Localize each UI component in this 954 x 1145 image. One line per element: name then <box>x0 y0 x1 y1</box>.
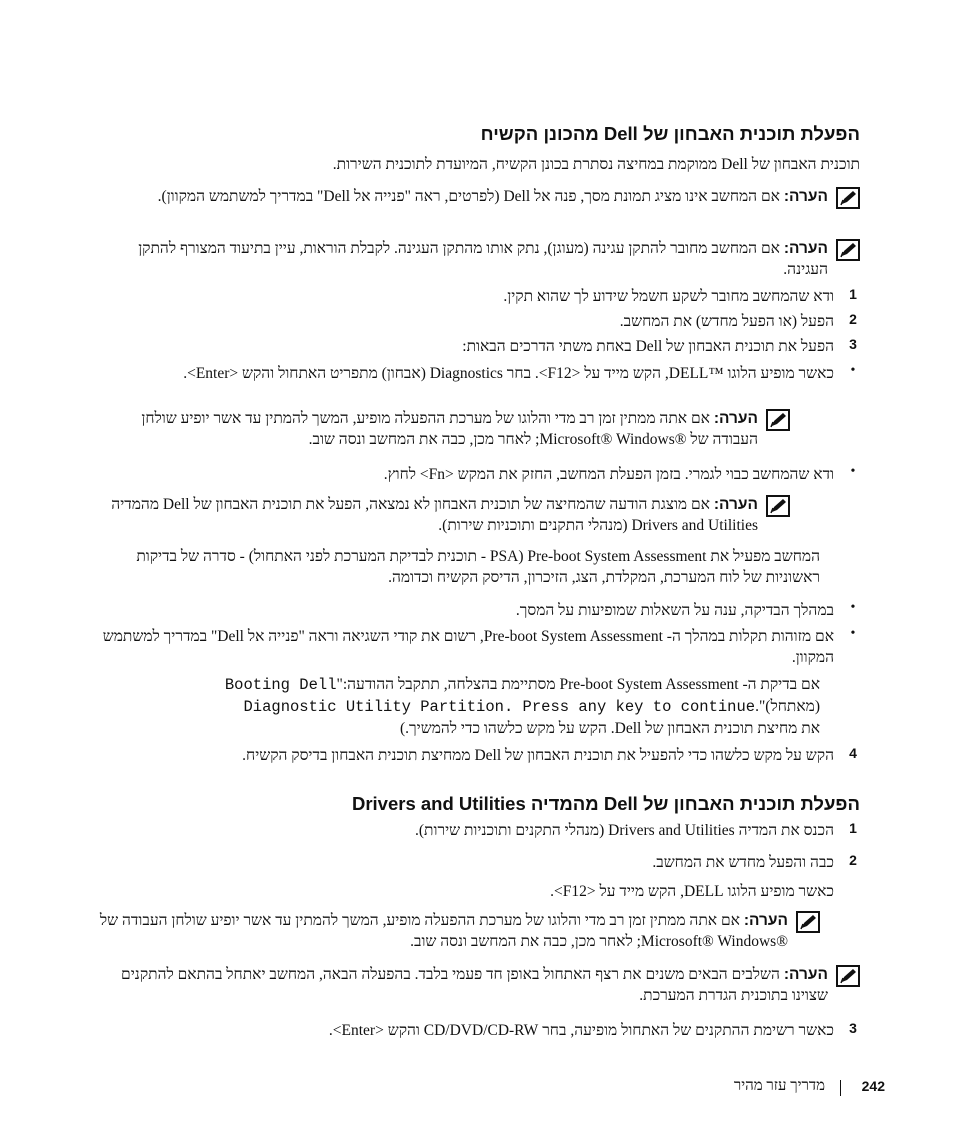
note-block <box>95 238 860 280</box>
bullet-text: כאשר מופיע הלוגו ™DELL, הקש מייד על <F12>. בחר Diagnostics (אבחון) מתפריט האתחול והקש <Enter>. <box>183 365 834 382</box>
note-pencil-icon <box>766 495 790 517</box>
step-text: ודא שהמחשב מחובר לשקע חשמל שידוע לך שהוא תקין. <box>503 288 834 305</box>
step-item <box>95 311 860 332</box>
step-item <box>95 336 860 357</box>
page-footer <box>700 1078 885 1100</box>
step-number: 1 <box>849 820 857 836</box>
bullet-marker: • <box>850 600 856 615</box>
bullet-text: אם מזוהות תקלות במהלך ה- Pre-boot System Assessment, רשום את קודי השגיאה וראה "פנייה אל Dell" במדריך למשתמש המקוון. <box>102 628 834 666</box>
note-label: הערה: <box>783 188 828 205</box>
psa-success-text: את מחיצת תוכנית האבחון של Dell. הקש על מקש כלשהו כדי להמשיך.) <box>400 720 820 737</box>
note-block <box>95 186 860 209</box>
section-heading-hard-drive: הפעלת תוכנית האבחון של Dell מהכונן הקשיח <box>480 123 860 144</box>
bullet-marker: • <box>850 363 856 378</box>
note-pencil-icon <box>766 409 790 431</box>
bullet-item <box>95 464 860 485</box>
note-label: הערה: <box>743 912 788 929</box>
note-text: השלבים הבאים משנים את רצף האתחול באופן חד פעמי בלבד. בהפעלה הבאה, המחשב יאתחל בהתאם להתקנים שצוינו בתוכנית הגדרת המערכת. <box>121 966 828 1004</box>
step-text: הפעל (או הפעל מחדש) את המחשב. <box>619 313 834 330</box>
step-text: הפעל את תוכנית האבחון של Dell באחת משתי הדרכים הבאות: <box>462 338 834 355</box>
step-item <box>95 820 860 841</box>
bullet-marker: • <box>850 464 856 479</box>
step-item <box>95 1020 860 1041</box>
note-block <box>95 408 790 450</box>
bullet-text: במהלך הבדיקה, ענה על השאלות שמופיעות על המסך. <box>515 602 834 619</box>
note-label: הערה: <box>783 966 828 983</box>
step-number: 4 <box>849 745 857 761</box>
note-block <box>95 494 790 536</box>
bullet-item <box>95 363 860 384</box>
bullet-item <box>95 600 860 621</box>
note-text: אם מוצגת הודעה שהמחיצה של תוכנית האבחון לא נמצאה, הפעל את תוכנית האבחון של Dell מהמדיה Drivers and Utilities (מנהלי התקנים ותוכניות שירות). <box>111 496 758 534</box>
bullet-item <box>95 626 860 668</box>
note-pencil-icon <box>836 965 860 987</box>
note-pencil-icon <box>836 239 860 261</box>
step-text: כבה והפעל מחדש את המחשב. <box>652 854 834 871</box>
psa-success-message <box>95 674 820 739</box>
note-text: אם המחשב מחובר להתקן עגינה (מעוגן), נתק אותו מהתקן העגינה. לקבלת הוראות, עיין בתיעוד המצורף להתקן העגינה. <box>138 240 828 278</box>
step-number: 3 <box>849 1020 857 1036</box>
step-text: הכנס את המדיה Drivers and Utilities (מנהלי התקנים ותוכניות שירות). <box>415 822 834 839</box>
note-block <box>95 964 860 1006</box>
note-label: הערה: <box>713 410 758 427</box>
intro-paragraph: תוכנית האבחון של Dell ממוקמת במחיצה נסתרת בכונן הקשיח, המיועדת לתוכנית השירות. <box>332 156 860 173</box>
note-block <box>95 910 820 952</box>
step-number: 1 <box>849 286 857 302</box>
psa-success-text: (מאתחל)". <box>755 698 820 715</box>
note-text: אם אתה ממתין זמן רב מדי והלוגו של מערכת ההפעלה מופיע, המשך להמתין עד אשר יופיע שולחן העבודה של ®Microsoft® Windows; לאחר מכן, כבה את המחשב ונסה שוב. <box>99 912 788 950</box>
step-text: הקש על מקש כלשהו כדי להפעיל את תוכנית האבחון של Dell ממחיצת תוכנית האבחון בדיסק הקשיח. <box>242 747 834 764</box>
footer-divider <box>840 1080 841 1096</box>
section-heading-media: הפעלת תוכנית האבחון של Dell מהמדיה Drivers and Utilities <box>351 793 860 814</box>
note-pencil-icon <box>836 187 860 209</box>
note-label: הערה: <box>713 496 758 513</box>
footer-title: מדריך עזר מהיר <box>733 1078 825 1094</box>
step-text: כאשר מופיע הלוגו DELL, הקש מייד על <F12>. <box>550 883 834 900</box>
psa-success-text: אם בדיקת ה- Pre-boot System Assessment מסתיימת בהצלחה, תתקבל ההודעה:" <box>336 676 820 693</box>
psa-success-code: Booting Dell <box>224 676 337 694</box>
psa-paragraph: המחשב מפעיל את Pre-boot System Assessment (PSA - תוכנית לבדיקת המערכת לפני האתחול) - סדרה של בדיקות ראשוניות של לוח המערכת, המקלדת, הצג, הזיכרון, הדיסק הקשיח וכדומה. <box>136 548 820 586</box>
note-text: אם המחשב אינו מציג תמונת מסך, פנה אל Dell (לפרטים, ראה "פנייה אל Dell" במדריך למשתמש המקוון). <box>157 188 780 205</box>
bullet-marker: • <box>850 626 856 641</box>
step-number: 3 <box>849 336 857 352</box>
step-number: 2 <box>849 311 857 327</box>
note-pencil-icon <box>796 911 820 933</box>
note-text: אם אתה ממתין זמן רב מדי והלוגו של מערכת ההפעלה מופיע, המשך להמתין עד אשר יופיע שולחן העבודה של ®Microsoft® Windows; לאחר מכן, כבה את המחשב ונסה שוב. <box>141 410 758 448</box>
page-number: 242 <box>861 1078 885 1094</box>
psa-success-code: Diagnostic Utility Partition. Press any key to continue <box>243 698 756 716</box>
step-number: 2 <box>849 852 857 868</box>
bullet-text: ודא שהמחשב כבוי לגמרי. בזמן הפעלת המחשב, החזק את המקש <Fn> לחוץ. <box>383 466 834 483</box>
note-label: הערה: <box>783 240 828 257</box>
step-item <box>95 745 860 766</box>
step-text: כאשר רשימת ההתקנים של האתחול מופיעה, בחר CD/DVD/CD-RW והקש <Enter>. <box>328 1022 834 1039</box>
step-item <box>95 852 860 902</box>
step-item <box>95 286 860 307</box>
